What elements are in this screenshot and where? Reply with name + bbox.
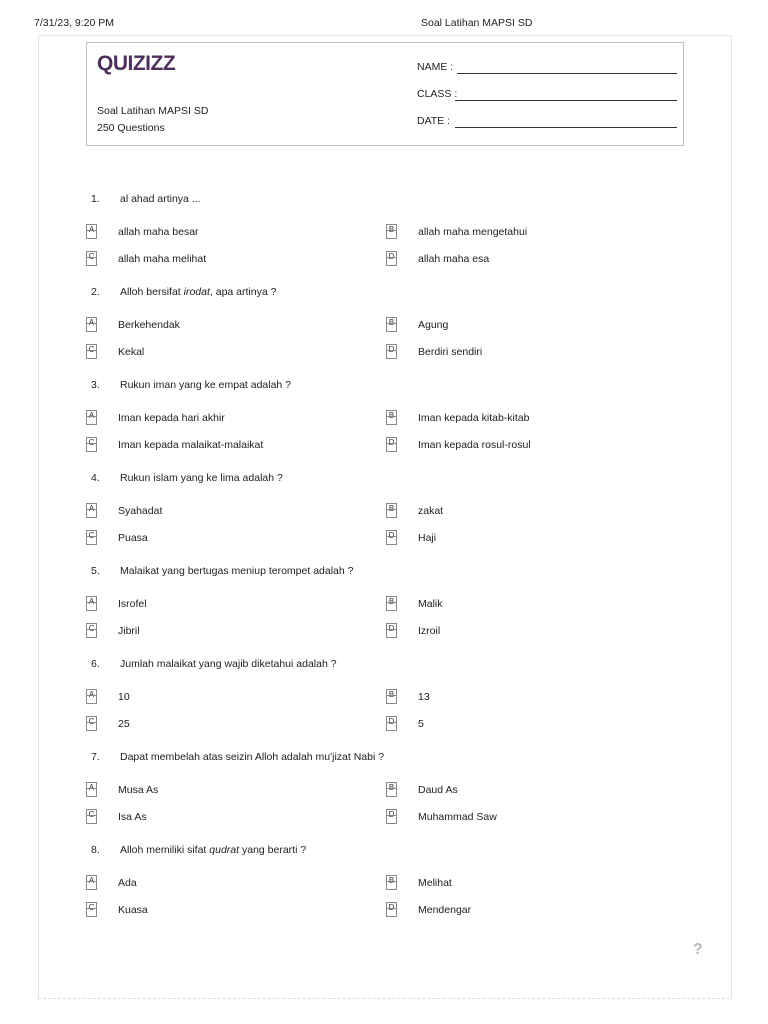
checkbox[interactable]: D bbox=[386, 344, 397, 359]
question-text: al ahad artinya ... bbox=[120, 193, 201, 205]
question-text-emphasis: qudrat bbox=[209, 844, 240, 856]
checkbox[interactable]: C bbox=[86, 809, 97, 824]
option-text: Kuasa bbox=[118, 904, 148, 916]
question-number: 6. bbox=[91, 658, 100, 670]
option-text: Agung bbox=[418, 319, 449, 331]
checkbox[interactable]: D bbox=[386, 809, 397, 824]
checkbox[interactable]: D bbox=[386, 902, 397, 917]
question-text bbox=[120, 844, 390, 856]
option-text: Iman kepada malaikat-malaikat bbox=[118, 439, 264, 451]
worksheet-page bbox=[38, 35, 732, 1001]
worksheet-header-box bbox=[86, 42, 684, 146]
option-text: allah maha besar bbox=[118, 226, 199, 238]
checkbox[interactable]: C bbox=[86, 716, 97, 731]
question-number: 2. bbox=[91, 286, 100, 298]
checkbox[interactable]: A bbox=[86, 875, 97, 890]
date-label: DATE : bbox=[417, 115, 451, 127]
checkbox[interactable]: B bbox=[386, 596, 397, 611]
option-text: Iman kepada hari akhir bbox=[118, 412, 225, 424]
option-text: Berkehendak bbox=[118, 319, 180, 331]
checkbox[interactable]: C bbox=[86, 530, 97, 545]
option-text: allah maha esa bbox=[418, 253, 490, 265]
checkbox[interactable]: B bbox=[386, 875, 397, 890]
option-text: 10 bbox=[118, 691, 130, 703]
checkbox[interactable]: C bbox=[86, 344, 97, 359]
name-label: NAME : bbox=[417, 61, 454, 73]
help-icon[interactable]: ? bbox=[693, 941, 703, 958]
option-text: allah maha melihat bbox=[118, 253, 207, 265]
question-number: 8. bbox=[91, 844, 100, 856]
checkbox[interactable]: A bbox=[86, 689, 97, 704]
class-label: CLASS : bbox=[417, 88, 458, 100]
checkbox[interactable]: B bbox=[386, 689, 397, 704]
date-line bbox=[455, 127, 677, 128]
question-number: 3. bbox=[91, 379, 100, 391]
option-text: Iman kepada kitab-kitab bbox=[418, 412, 530, 424]
checkbox[interactable]: B bbox=[386, 782, 397, 797]
option-text: Melihat bbox=[418, 877, 452, 889]
question-number: 4. bbox=[91, 472, 100, 484]
option-text: Muhammad Saw bbox=[418, 811, 497, 823]
checkbox[interactable]: B bbox=[386, 410, 397, 425]
checkbox[interactable]: D bbox=[386, 251, 397, 266]
option-text: Haji bbox=[418, 532, 437, 544]
option-text: Izroil bbox=[418, 625, 441, 637]
checkbox[interactable]: C bbox=[86, 437, 97, 452]
checkbox[interactable]: B bbox=[386, 503, 397, 518]
question-number: 1. bbox=[91, 193, 100, 205]
checkbox[interactable]: A bbox=[86, 224, 97, 239]
question-text: Rukun islam yang ke lima adalah ? bbox=[120, 472, 283, 484]
option-text: Iman kepada rosul-rosul bbox=[418, 439, 531, 451]
question-text-pre: Alloh memiliki sifat bbox=[120, 844, 210, 856]
question-text: Rukun iman yang ke empat adalah ? bbox=[120, 379, 292, 391]
option-text: 5 bbox=[418, 718, 424, 730]
checkbox[interactable]: A bbox=[86, 410, 97, 425]
option-text: Kekal bbox=[118, 346, 145, 358]
checkbox[interactable]: A bbox=[86, 317, 97, 332]
checkbox[interactable]: B bbox=[386, 317, 397, 332]
question-count: 250 Questions bbox=[97, 122, 165, 134]
name-line bbox=[457, 73, 677, 74]
question-text-pre: Alloh bersifat bbox=[120, 286, 184, 298]
quiz-title: Soal Latihan MAPSI SD bbox=[97, 105, 209, 117]
print-title: Soal Latihan MAPSI SD bbox=[421, 17, 533, 29]
option-text: Musa As bbox=[118, 784, 159, 796]
checkbox[interactable]: A bbox=[86, 503, 97, 518]
checkbox[interactable]: B bbox=[386, 224, 397, 239]
question-text-emphasis: irodat bbox=[183, 286, 210, 298]
print-header bbox=[34, 17, 734, 31]
option-text: Puasa bbox=[118, 532, 148, 544]
checkbox[interactable]: A bbox=[86, 596, 97, 611]
option-text: Isa As bbox=[118, 811, 147, 823]
option-text: allah maha mengetahui bbox=[418, 226, 528, 238]
print-timestamp: 7/31/23, 9:20 PM bbox=[34, 17, 114, 29]
option-text: zakat bbox=[418, 505, 444, 517]
checkbox[interactable]: C bbox=[86, 251, 97, 266]
option-text: 25 bbox=[118, 718, 130, 730]
question-text-post: yang berarti ? bbox=[239, 844, 307, 856]
page-bottom-edge bbox=[38, 998, 730, 999]
question-number: 5. bbox=[91, 565, 100, 577]
quizizz-logo: QUIZIZZ bbox=[97, 52, 176, 75]
checkbox[interactable]: D bbox=[386, 716, 397, 731]
checkbox[interactable]: D bbox=[386, 437, 397, 452]
option-text: Isrofel bbox=[118, 598, 147, 610]
question-text-post: , apa artinya ? bbox=[209, 286, 277, 298]
checkbox[interactable]: C bbox=[86, 623, 97, 638]
option-text: Mendengar bbox=[418, 904, 472, 916]
option-text: Berdiri sendiri bbox=[418, 346, 483, 358]
option-text: 13 bbox=[418, 691, 430, 703]
question-text bbox=[120, 286, 390, 298]
checkbox[interactable]: D bbox=[386, 530, 397, 545]
option-text: Jibril bbox=[118, 625, 140, 637]
option-text: Ada bbox=[118, 877, 137, 889]
checkbox[interactable]: C bbox=[86, 902, 97, 917]
question-number: 7. bbox=[91, 751, 100, 763]
checkbox[interactable]: D bbox=[386, 623, 397, 638]
option-text: Daud As bbox=[418, 784, 458, 796]
option-text: Syahadat bbox=[118, 505, 163, 517]
question-text: Dapat membelah atas seizin Alloh adalah mu'jizat Nabi ? bbox=[120, 751, 385, 763]
checkbox[interactable]: A bbox=[86, 782, 97, 797]
class-line bbox=[455, 100, 677, 101]
question-text: Jumlah malaikat yang wajib diketahui adalah ? bbox=[120, 658, 337, 670]
option-text: Malik bbox=[418, 598, 443, 610]
question-text: Malaikat yang bertugas meniup terompet adalah ? bbox=[120, 565, 354, 577]
